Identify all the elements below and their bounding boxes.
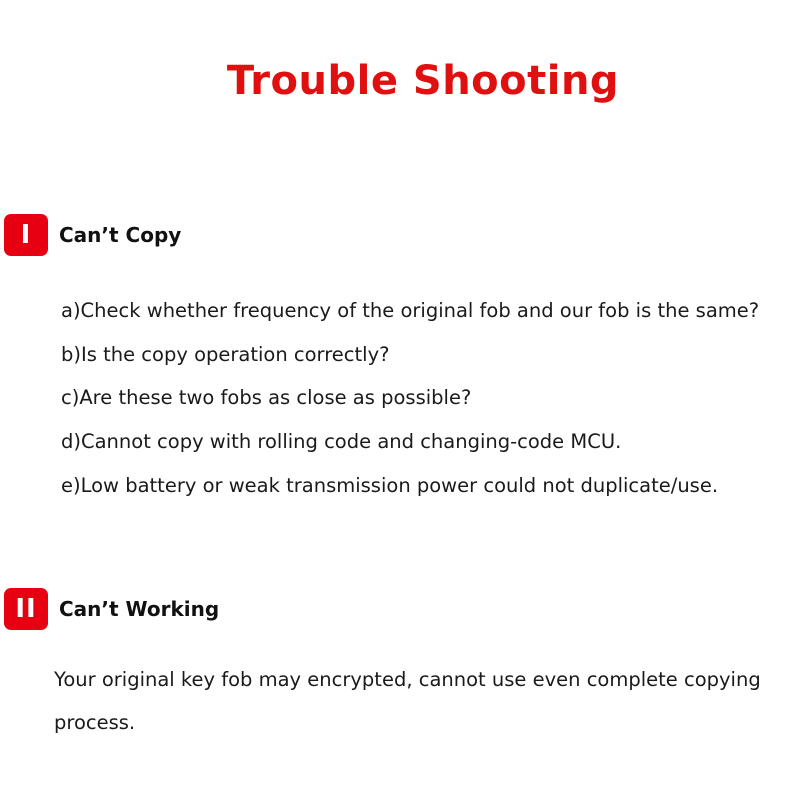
section-number-badge: I [4,214,48,256]
page-title: Trouble Shooting [226,58,620,104]
section-title: Can’t Copy [59,223,182,247]
section-number-badge: II [4,588,48,630]
list-item: e)Low battery or weak transmission power could not duplicate/use. [61,474,719,497]
section-title: Can’t Working [59,597,220,621]
list-item: a)Check whether frequency of the original fob and our fob is the same? [61,299,760,322]
section-paragraph: Your original key fob may encrypted, cannot use even complete copying process. [54,668,761,734]
list-item: d)Cannot copy with rolling code and changing-code MCU. [61,430,622,453]
section-cant-working-header [4,587,219,631]
list-item: b)Is the copy operation correctly? [61,343,390,366]
list-item: c)Are these two fobs as close as possible? [61,386,472,409]
section-cant-copy-header [4,213,181,257]
